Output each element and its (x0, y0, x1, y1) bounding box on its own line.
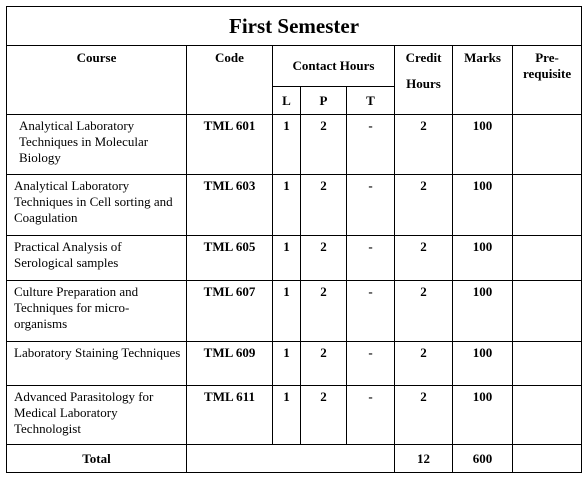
credit-hours: 2 (395, 236, 453, 281)
header-prereq-line1: Pre- (535, 50, 559, 65)
header-marks: Marks (453, 46, 513, 115)
lecture-hours: 1 (273, 115, 301, 175)
total-empty-cell (187, 445, 395, 473)
table-title: First Semester (7, 7, 582, 46)
course-name: Culture Preparation and Techniques for micro-organisms (7, 281, 187, 342)
tutorial-hours: - (347, 386, 395, 445)
lecture-hours: 1 (273, 386, 301, 445)
practical-hours: 2 (301, 342, 347, 386)
marks: 100 (453, 236, 513, 281)
prerequisite (513, 386, 582, 445)
marks: 100 (453, 342, 513, 386)
course-name: Analytical Laboratory Techniques in Cell sorting and Coagulation (7, 175, 187, 236)
header-credit-hours (395, 46, 453, 115)
practical-hours: 2 (301, 236, 347, 281)
credit-hours: 2 (395, 342, 453, 386)
credit-hours: 2 (395, 115, 453, 175)
lecture-hours: 1 (273, 342, 301, 386)
prerequisite (513, 236, 582, 281)
table-row (7, 175, 582, 236)
table-row (7, 281, 582, 342)
total-prereq-cell (513, 445, 582, 473)
header-p: P (301, 87, 347, 115)
header-credit: Credit (405, 50, 442, 65)
total-credit: 12 (395, 445, 453, 473)
header-t: T (347, 87, 395, 115)
title-row (7, 7, 582, 46)
tutorial-hours: - (347, 342, 395, 386)
header-prerequisite (513, 46, 582, 115)
prerequisite (513, 342, 582, 386)
lecture-hours: 1 (273, 236, 301, 281)
header-hours: Hours (406, 76, 441, 91)
marks: 100 (453, 281, 513, 342)
course-name: Practical Analysis of Serological samples (7, 236, 187, 281)
prerequisite (513, 115, 582, 175)
table-row (7, 386, 582, 445)
header-contact-hours: Contact Hours (273, 46, 395, 87)
table-row (7, 236, 582, 281)
practical-hours: 2 (301, 281, 347, 342)
course-code: TML 609 (187, 342, 273, 386)
course-name: Laboratory Staining Techniques (7, 342, 187, 386)
semester-table (6, 6, 582, 473)
total-label: Total (7, 445, 187, 473)
header-l: L (273, 87, 301, 115)
course-name: Analytical Laboratory Techniques in Molecular Biology (7, 115, 187, 175)
header-prereq-line2: requisite (522, 66, 572, 81)
credit-hours: 2 (395, 386, 453, 445)
total-marks: 600 (453, 445, 513, 473)
marks: 100 (453, 115, 513, 175)
credit-hours: 2 (395, 175, 453, 236)
course-name: Advanced Parasitology for Medical Laboratory Technologist (7, 386, 187, 445)
tutorial-hours: - (347, 236, 395, 281)
header-code: Code (187, 46, 273, 115)
course-code: TML 603 (187, 175, 273, 236)
marks: 100 (453, 175, 513, 236)
tutorial-hours: - (347, 115, 395, 175)
semester-table-wrapper (6, 6, 581, 473)
total-row (7, 445, 582, 473)
header-row (7, 46, 582, 87)
tutorial-hours: - (347, 281, 395, 342)
course-code: TML 605 (187, 236, 273, 281)
header-course: Course (7, 46, 187, 115)
prerequisite (513, 175, 582, 236)
course-code: TML 601 (187, 115, 273, 175)
marks: 100 (453, 386, 513, 445)
tutorial-hours: - (347, 175, 395, 236)
course-code: TML 611 (187, 386, 273, 445)
lecture-hours: 1 (273, 281, 301, 342)
table-row (7, 342, 582, 386)
prerequisite (513, 281, 582, 342)
credit-hours: 2 (395, 281, 453, 342)
practical-hours: 2 (301, 175, 347, 236)
lecture-hours: 1 (273, 175, 301, 236)
practical-hours: 2 (301, 386, 347, 445)
course-code: TML 607 (187, 281, 273, 342)
practical-hours: 2 (301, 115, 347, 175)
table-row (7, 115, 582, 175)
